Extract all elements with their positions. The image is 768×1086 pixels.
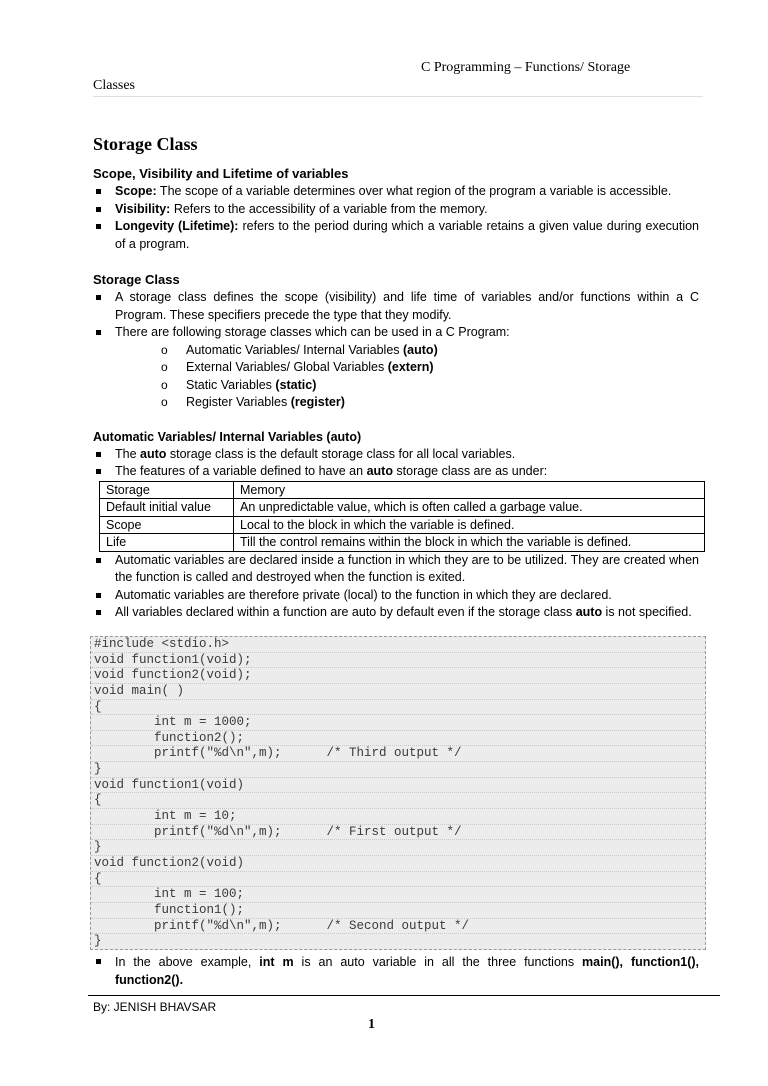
storage-list xyxy=(93,289,699,342)
storage-classes-list xyxy=(93,342,699,412)
header-title: C Programming – Functions/ Storage xyxy=(421,60,631,75)
footer-rule xyxy=(88,995,720,996)
code-block xyxy=(90,636,706,950)
table-row: Scope Local to the block in which the variable is defined. xyxy=(100,516,705,534)
code-line: printf("%d\n",m); /* First output */ xyxy=(91,825,705,841)
code-line: void function2(void) xyxy=(91,856,705,872)
page-heading: Storage Class xyxy=(93,134,198,154)
after-code-note xyxy=(93,953,699,989)
storage-section-title: Storage Class xyxy=(93,272,180,287)
code-line: printf("%d\n",m); /* Third output */ xyxy=(91,746,705,762)
main-content xyxy=(93,133,699,622)
list-item: Scope: The scope of a variable determines over what region of the program a variable is accessible. xyxy=(93,183,699,201)
code-line: function1(); xyxy=(91,903,705,919)
code-line: int m = 10; xyxy=(91,809,705,825)
code-line: } xyxy=(91,762,705,778)
code-line: void main( ) xyxy=(91,684,705,700)
page-number: 1 xyxy=(368,1017,375,1032)
list-item: o External Variables/ Global Variables (extern) xyxy=(93,359,699,377)
table-row: Life Till the control remains within the block in which the variable is defined. xyxy=(100,534,705,552)
list-item: Visibility: Refers to the accessibility of a variable from the memory. xyxy=(93,201,699,219)
code-line: printf("%d\n",m); /* Second output */ xyxy=(91,919,705,935)
code-line: } xyxy=(91,840,705,856)
footer-author: By: JENISH BHAVSAR xyxy=(93,1000,217,1014)
code-line: void function1(void) xyxy=(91,778,705,794)
list-item: Longevity (Lifetime): refers to the period during which a variable retains a given value during execution of a program. xyxy=(93,218,699,253)
list-item: There are following storage classes which can be used in a C Program: xyxy=(93,324,699,342)
scope-section-title: Scope, Visibility and Lifetime of variables xyxy=(93,166,349,181)
scope-list xyxy=(93,183,699,253)
list-item: A storage class defines the scope (visibility) and life time of variables and/or functions within a C Program. These specifiers precede the type that they modify. xyxy=(93,289,699,324)
code-line: { xyxy=(91,793,705,809)
list-item: All variables declared within a function are auto by default even if the storage class auto is not specified. xyxy=(93,604,699,622)
list-item: Automatic variables are declared inside a function in which they are to be utilized. They are created when the function is called and destroyed when the function is exited. xyxy=(93,552,699,587)
list-item: o Register Variables (register) xyxy=(93,394,699,412)
auto-features-table xyxy=(99,481,705,552)
list-item: o Static Variables (static) xyxy=(93,377,699,395)
auto-list xyxy=(93,446,699,481)
table-row: Storage Memory xyxy=(100,481,705,499)
list-item: The features of a variable defined to have an auto storage class are as under: xyxy=(93,463,699,481)
code-line: void function2(void); xyxy=(91,668,705,684)
code-line: { xyxy=(91,700,705,716)
header-title-continued: Classes xyxy=(93,78,135,93)
code-line: int m = 1000; xyxy=(91,715,705,731)
code-line: int m = 100; xyxy=(91,887,705,903)
list-item: o Automatic Variables/ Internal Variables (auto) xyxy=(93,342,699,360)
header-rule xyxy=(93,96,703,97)
auto-section-title: Automatic Variables/ Internal Variables (auto) xyxy=(93,429,362,444)
code-line: #include <stdio.h> xyxy=(91,637,705,653)
code-line: { xyxy=(91,872,705,888)
code-line: } xyxy=(94,934,102,949)
auto-details-list xyxy=(93,552,699,622)
code-line: void function1(void); xyxy=(91,653,705,669)
list-item: Automatic variables are therefore private (local) to the function in which they are declared. xyxy=(93,587,699,605)
list-item: In the above example, int m is an auto variable in all the three functions main(), function1(), function2(). xyxy=(93,953,699,989)
list-item: The auto storage class is the default storage class for all local variables. xyxy=(93,446,699,464)
table-row: Default initial value An unpredictable value, which is often called a garbage value. xyxy=(100,499,705,517)
code-line: function2(); xyxy=(91,731,705,747)
